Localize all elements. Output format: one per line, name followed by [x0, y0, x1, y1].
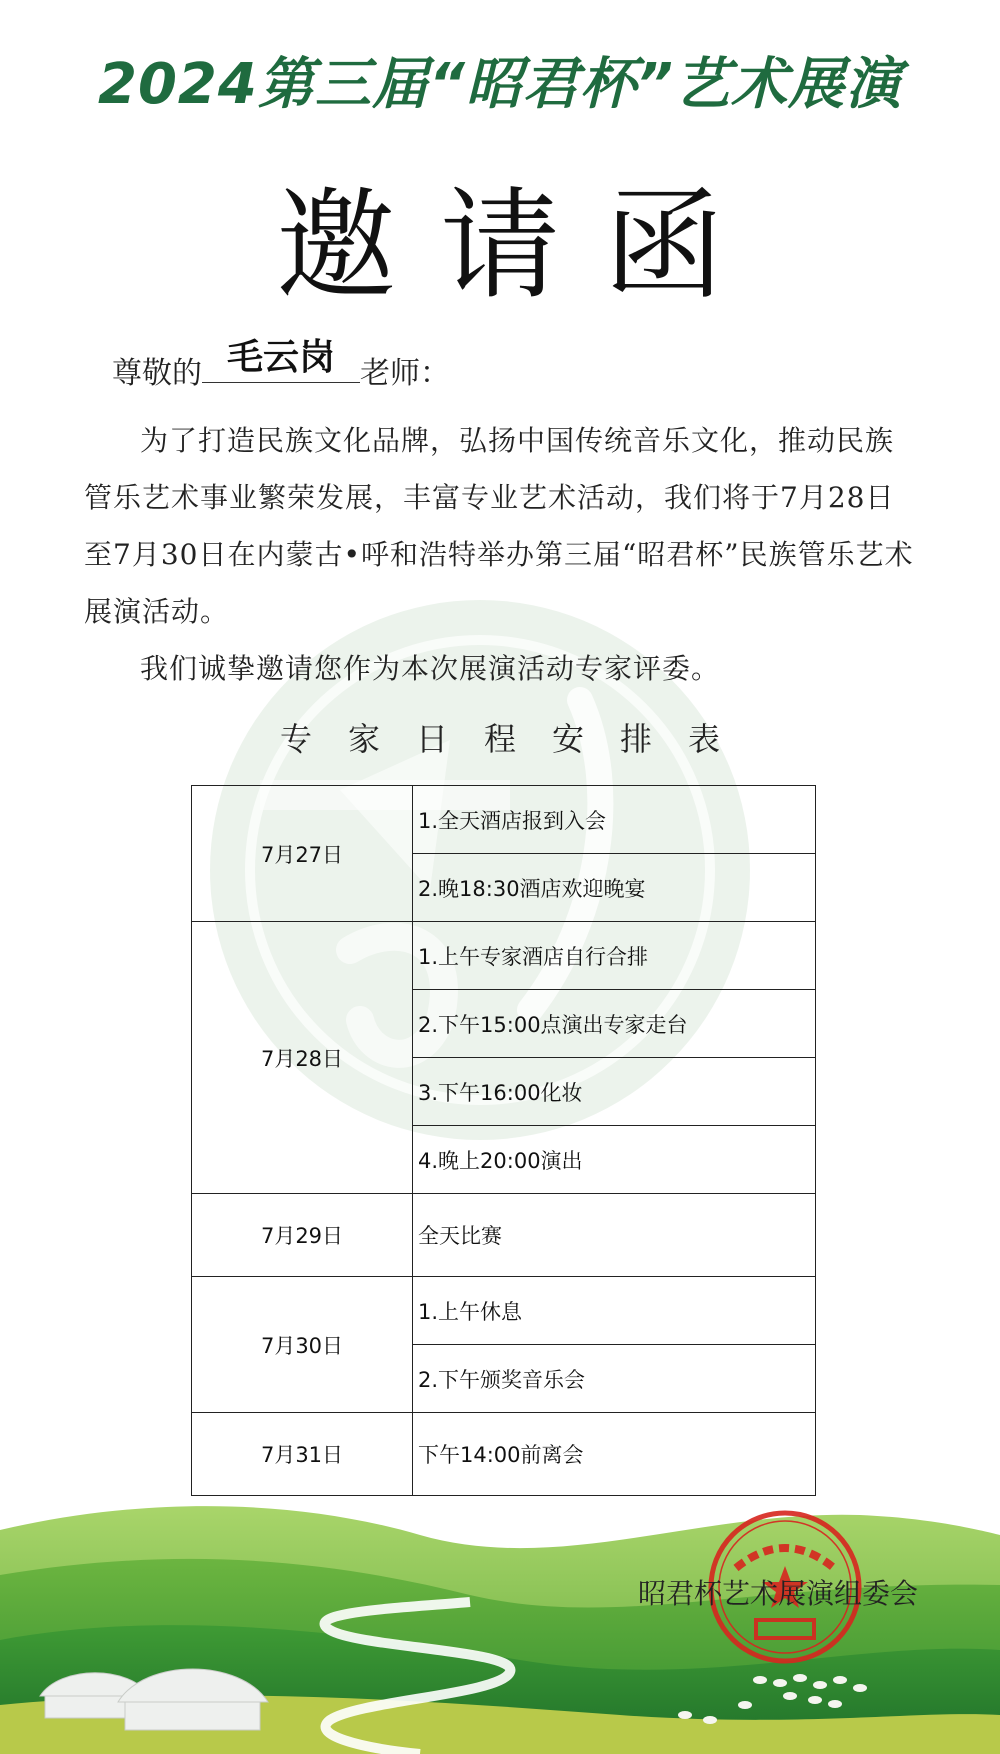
table-row: [192, 786, 816, 854]
schedule-date: 7月31日: [192, 1413, 413, 1496]
table-row: [192, 1194, 816, 1277]
schedule-date: 7月27日: [192, 786, 413, 922]
schedule-item: 1.全天酒店报到入会: [413, 786, 816, 854]
schedule-table: [191, 785, 816, 1496]
greeting-prefix: 尊敬的: [112, 356, 202, 391]
body-paragraph-1: 为了打造民族文化品牌，弘扬中国传统音乐文化，推动民族管乐艺术事业繁荣发展，丰富专业艺术活动，我们将于7月28日至7月30日在内蒙古•呼和浩特举办第三届“昭君杯”民族管乐艺术展演活动。: [84, 424, 914, 628]
schedule-title: 专家日程安排表: [279, 720, 756, 758]
body-paragraph-2: 我们诚挚邀请您作为本次展演活动专家评委。: [140, 652, 721, 685]
greeting-suffix: 老师：: [360, 356, 450, 391]
schedule-item: 2.晚18:30酒店欢迎晚宴: [413, 854, 816, 922]
recipient-name: 毛云岗: [226, 337, 335, 378]
organizer-signature: 昭君杯艺术展演组委会: [638, 1577, 919, 1610]
schedule-item: 1.上午专家酒店自行合排: [413, 922, 816, 990]
invitation-body: [84, 412, 914, 697]
schedule-date: 7月29日: [192, 1194, 413, 1277]
schedule-date: 7月30日: [192, 1277, 413, 1413]
schedule-item: 3.下午16:00化妆: [413, 1058, 816, 1126]
schedule-item: 2.下午15:00点演出专家走台: [413, 990, 816, 1058]
schedule-date: 7月28日: [192, 922, 413, 1194]
schedule-item: 1.上午休息: [413, 1277, 816, 1345]
table-row: [192, 1413, 816, 1496]
event-banner-title: 2024第三届“昭君杯”艺术展演: [98, 52, 902, 117]
invitation-title: 邀请函: [276, 177, 768, 316]
schedule-item: 4.晚上20:00演出: [413, 1126, 816, 1194]
schedule-item: 2.下午颁奖音乐会: [413, 1345, 816, 1413]
recipient-name-line: [202, 337, 360, 383]
table-row: [192, 1277, 816, 1345]
schedule-item: 下午14:00前离会: [413, 1413, 816, 1496]
greeting-line: [112, 337, 450, 392]
table-row: [192, 922, 816, 990]
schedule-item: 全天比赛: [413, 1194, 816, 1277]
